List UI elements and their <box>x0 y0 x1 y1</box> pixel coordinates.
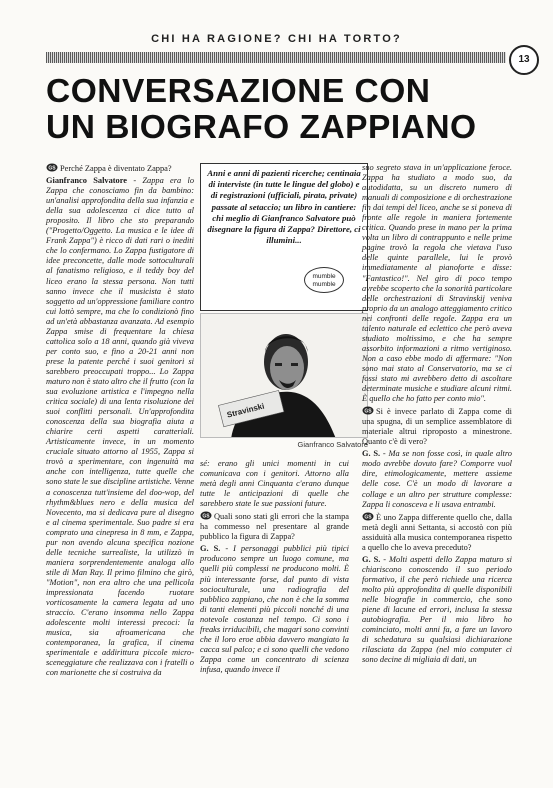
svg-text:GS: GS <box>48 165 56 172</box>
gs-logo-icon <box>200 511 212 520</box>
column-2 <box>200 459 349 677</box>
svg-text:GS: GS <box>202 513 210 520</box>
pull-quote: Anni e anni di pazienti ricerche; centinaia di interviste (in tutte le lingue del globo) e di registrazioni (ufficiali, pirata, private) passate al setaccio; un libro in cantiere: chi meglio di Gianfranco Salvatore può disegnare la figura di Zappa? Direttore, ci illumini... <box>200 163 368 311</box>
section-kicker: CHI HA RAGIONE? CHI HA TORTO? <box>151 33 402 45</box>
column-2-continuation: sé: erano gli unici momenti in cui comunicava con i genitori. Attorno alla metà degli anni Cinquanta c'erano dunque tutte le anticipazioni di quelle che sarebbero state le sue passioni future. <box>200 459 349 509</box>
question-3: GS Si è invece parlato di Zappa come di una spugna, di un semplice assemblatore di materiale altrui riproposto a minestrone. Quanto c'è di vero? <box>362 407 512 447</box>
svg-text:GS: GS <box>364 513 372 520</box>
portrait-illustration <box>201 314 368 438</box>
answer-1: Gianfranco Salvatore - Zappa era lo Zappa che conosciamo fin da bambino: un'analisi approfondita della sua infanzia e della sua adolescenza ci dice tutto al proposito. Il libro che sto preparando ("Progetto/Oggetto. La musica e le idee di Frank Zappa") è ricco di dati rari o inediti che lo confermano. Lo Zappa fustigatore di idee preconcette, dalle mode sottoculturali al fanatismo religioso, e il teddy boy del liceo erano la stessa persona. Non tutti sanno invece che il musicista è stato soggetto ad un'oppressione familiare contro cui lottò sempre, ma che lo condizionò fino ad un'età abbastanza avanzata. Ad esempio Zappa smise di frequentare la chiesa cattolica solo a 18 anni, quando già viveva per conto suo, e fino a 20-21 anni non prese la patente perché i suoi genitori si sarebbero preoccupati troppo... Lo Zappa maturo non è stato altro che il frutto (con la sua evoluzione artistica e l'impegno nella critica sociale) di una lenta risoluzione dei suoi conflitti personali. Un'approfondita conoscenza della sua biografia aiuta a chiarire certi aspetti caratteriali. Artisticamente invece, in un momento cruciale situato attorno al 1955, Zappa si trovò a sperimentare, con ingenuità ma anche con intelligenza, tutte quelle che sono state le sue discipline artistiche. Venne a conoscenza tutt'insieme del doo-wop, del rhythm&blues nero e della musica del Novecento, ma si dedicava pure al disegno e al cinema sperimentale. Suo padre si era comprato una cinepresa in 8 mm, e Zappa, pur non avendo alcuna specifica nozione delle tecniche surrealiste, la utilizzò in maniera sorprendentemente analoga allo stile di Man Ray. Il primo filmino che girò, "Motion", non era altro che una pellicola impressionata facendo ruotare vorticosamente la camera legata ad uno straccio. C'erano insomma nello Zappa adolescente molti interessi precoci: la musica, sia afroamericana che contemporanea, la grafica, il cinema sperimentale e addirittura piccole micro-sceneggiature che realizzava con i fratelli o con marionette che si costruiva da <box>46 176 195 678</box>
title-line-2: UN BIOGRAFO ZAPPIANO <box>46 109 477 146</box>
speaker-label: G. S. <box>200 544 221 554</box>
photo-sign-text: Stravinski <box>225 401 266 420</box>
gs-logo-icon <box>362 512 374 521</box>
speaker-label: G. S. <box>362 554 381 564</box>
svg-text:GS: GS <box>364 408 372 415</box>
answer-3: G. S. - Ma se non fosse così, in quale altro modo avrebbe dovuto fare? Comporre vuol dire, etimologicamente, mettere assieme delle cose. C'è un modo di lavorare a collage e un altro per strutture complesse: Zappa li conosceva e li usava entrambi. <box>362 449 512 509</box>
gs-logo-icon <box>46 163 58 172</box>
speaker-label: G. S. <box>362 449 381 459</box>
speech-bubble: mumble mumble <box>304 267 344 293</box>
answer-4: G. S. - Molti aspetti dello Zappa maturo si chiariscono conoscendo il suo periodo formativo, il che però richiede una ricerca molto più approfondita di quelle disponibili nelle biografie in commercio, che sono piene di lacune ed errori, inclusa la stessa autobiografia. Per il mio libro ho cominciato, molti anni fa, a fare un lavoro di schedatura su qualsiasi dichiarazione rilasciata da Zappa (nel mio computer ci sono decine di migliaia di dati, un <box>362 554 512 665</box>
column-3-continuation: suo segreto stava in un'applicazione feroce. Zappa ha studiato a modo suo, da autodidatta, su un discreto numero di manuali di composizione e di orchestrazione fin dai tempi del liceo, anche se si poneva di fronte alle regole in maniera fortemente critica. Quando prese in mano per la prima volta un libro di contrappunto e nelle prime pagine trovò la regola che vietava l'uso delle quinte parallele, lui le provò immediatamente al pianoforte e disse: "Fantastico!". Nel giro di poco tempo avrebbe scoperto che la sonorità particolare delle orchestrazioni di Stravinskij veniva proprio da un analogo atteggiamento critico nei confronti delle regole. Zappa era un talento naturale ed eclettico che però aveva studiato moltissimo, e che ha sempre assorbito informazioni a ritmo vertiginoso. Non a caso ebbe modo di affermare: "Non sono mai stato al Conservatorio, ma se ci fossi stato mi avrebbero detto di ascoltare determinate musiche e studiare alcuni ritmi. È quello che ho fatto per conto mio". <box>362 163 512 404</box>
question-1: GS Perché Zappa è diventato Zappa? <box>46 163 194 174</box>
title-line-1: CONVERSAZIONE CON <box>46 73 431 110</box>
speaker-label: Gianfranco Salvatore <box>46 176 128 186</box>
page-number-badge: 13 <box>509 45 539 75</box>
answer-2: G. S. - I personaggi pubblici più tipici producono sempre un luogo comune, ma quelli più complessi ne producono molti. È più interessante forse, dal punto di vista socioculturale, una radiografia del pubblico zappiano, che non è che la somma di tanti elementi più piccoli nonché di una notevole costanza nel tempo. Ci sono i freaks irriducibili, che magari sono convinti che il loro eroe abbia davvero mangiato la cacca sul palco; e ci sono quelli che vedono Zappa come un concentrato di scienza infusa, quando invece il <box>200 544 349 674</box>
question-2: GS Quali sono stati gli errori che la stampa ha commesso nel presentare al grande pubblico la figura di Zappa? <box>200 512 349 542</box>
photo-caption: Gianfranco Salvatore <box>297 440 368 449</box>
header-rule <box>46 52 506 63</box>
article-title <box>46 74 516 146</box>
gs-logo-icon <box>362 406 374 415</box>
column-3 <box>362 163 512 667</box>
portrait-photo <box>200 313 368 438</box>
question-4: GS È uno Zappa differente quello che, dalla metà degli anni Settanta, si accostò con più assiduità alla musica contemporanea rispetto a quello che lo aveva preceduto? <box>362 512 512 552</box>
column-1 <box>46 163 194 680</box>
